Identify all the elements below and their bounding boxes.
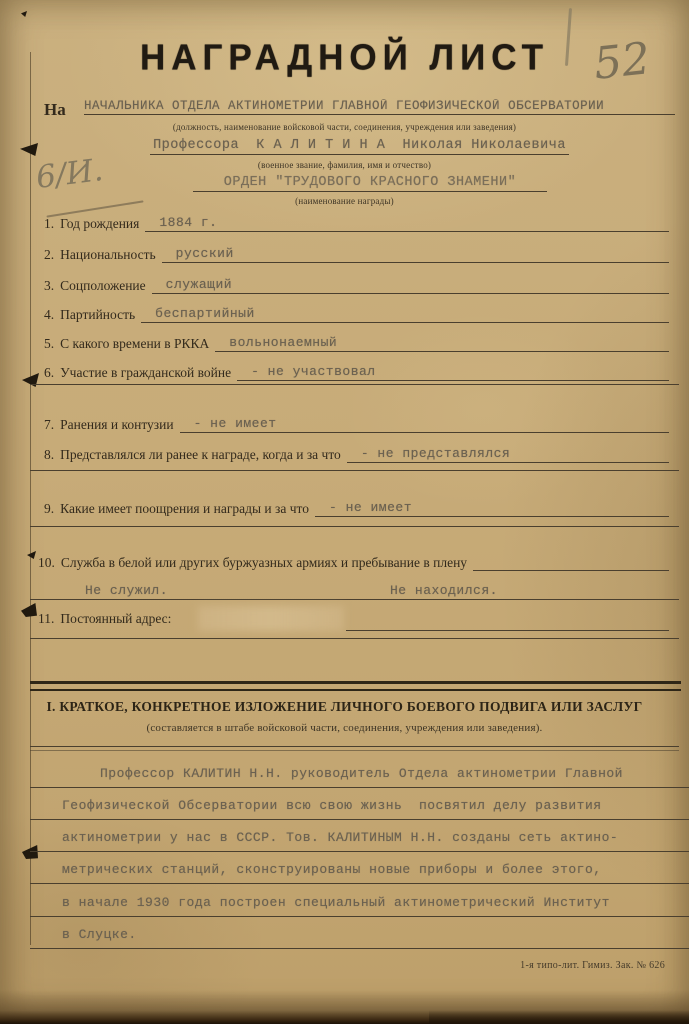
body-line <box>30 927 689 949</box>
row-label: Представлялся ли ранее к награде, когда и за что <box>60 447 341 462</box>
binding-hole <box>20 143 38 156</box>
ruled-line <box>346 612 669 631</box>
row-label: Участие в гражданской войне <box>60 365 232 380</box>
row-value: - не представлялся <box>347 446 669 463</box>
body-line <box>30 798 689 820</box>
row-label: Ранения и контузии <box>60 417 174 432</box>
form-row-3 <box>44 277 669 294</box>
field-award <box>193 175 547 192</box>
row-number: 5. <box>44 336 55 351</box>
field-name-value: Профессора К А Л И Т И Н А Николая Николаевича <box>153 138 566 153</box>
row-value: 1884 г. <box>145 215 669 232</box>
ruled-line <box>30 470 679 471</box>
row-label: Служба в белой или других буржуазных армиях и пребывание в плену <box>60 555 468 570</box>
body-text: метрических станций, сконструированы новые приборы и более этого, <box>62 862 602 877</box>
row-value: вольнонаемный <box>215 335 669 352</box>
row-value: русский <box>162 246 669 263</box>
row-label: Год рождения <box>60 216 140 231</box>
form-row-7 <box>44 416 669 433</box>
field-name <box>150 138 569 155</box>
row-value: служащий <box>152 277 669 294</box>
section-caption: (составляется в штабе войсковой части, соединения, учреждения или заведения). <box>146 722 543 734</box>
form-row-9 <box>44 500 669 517</box>
row-number: 4. <box>44 307 55 322</box>
form-row-5 <box>44 335 669 352</box>
form-row-1 <box>44 215 669 232</box>
row-number: 3. <box>44 278 55 293</box>
row-label: Партийность <box>60 307 136 322</box>
binding-hole <box>21 11 27 17</box>
field-award-value: ОРДЕН "ТРУДОВОГО КРАСНОГО ЗНАМЕНИ" <box>223 175 517 190</box>
row-number: 6. <box>44 365 55 380</box>
ruled-line <box>30 746 679 751</box>
handwritten-margin-note: 6/И. <box>34 152 106 196</box>
row-number: 9. <box>44 501 55 516</box>
body-line <box>30 862 689 884</box>
form-row-4 <box>44 306 669 323</box>
body-text: Профессор КАЛИТИН Н.Н. руководитель Отдела актинометрии Главной <box>100 766 623 781</box>
field-position-value: НАЧАЛЬНИКА ОТДЕЛА АКТИНОМЕТРИИ ГЛАВНОЙ ГЕОФИЗИЧЕСКОЙ ОБСЕРВАТОРИИ <box>84 99 605 113</box>
form-row-2 <box>44 246 669 263</box>
form-row-8 <box>44 446 669 463</box>
ruled-line <box>30 384 679 385</box>
row-value: - не имеет <box>315 500 669 517</box>
redacted-address-smudge <box>198 606 344 631</box>
row-number: 7. <box>44 417 55 432</box>
row-label: С какого времени в РККА <box>60 336 210 351</box>
form-row-6 <box>44 364 669 381</box>
body-line <box>30 830 689 852</box>
row-label: Постоянный адрес: <box>60 611 172 626</box>
handwritten-page-number: 52 <box>591 33 653 90</box>
body-line <box>30 895 689 917</box>
form-row-10-values <box>30 578 679 600</box>
binding-hole <box>27 551 36 559</box>
row-number: 11. <box>38 611 55 626</box>
field-name-caption: (военное звание, фамилия, имя и отчество) <box>257 160 432 170</box>
document-title: НАГРАДНОЙ ЛИСТ <box>139 37 550 78</box>
row-label: Какие имеет поощрения и награды и за что <box>60 501 309 516</box>
ruled-line <box>30 526 679 527</box>
binding-hole <box>21 603 37 617</box>
row-value: - не имеет <box>180 416 669 433</box>
page-bottom-edge-shadow <box>429 1010 689 1024</box>
form-row-10 <box>38 555 669 571</box>
section-divider <box>30 681 681 691</box>
body-line <box>30 766 689 788</box>
row-label: Соцположение <box>60 278 146 293</box>
row-number: 10. <box>38 555 55 570</box>
row-value <box>473 569 669 571</box>
field-position <box>84 99 675 115</box>
ruled-line <box>30 638 679 639</box>
print-shop-imprint: 1-я типо-лит. Гимиз. Зак. № 626 <box>520 960 665 971</box>
body-text: Геофизической Обсерватории всю свою жизнь посвятил делу развития <box>62 798 602 813</box>
row-number: 2. <box>44 247 55 262</box>
row-value-left: Не служил. <box>85 583 169 598</box>
field-award-caption: (наименование награды) <box>295 196 394 206</box>
row-value-right: Не находился. <box>390 583 498 598</box>
row-number: 8. <box>44 447 55 462</box>
row-value: беспартийный <box>141 306 669 323</box>
row-value: - не участвовал <box>237 364 669 381</box>
row-number: 1. <box>44 216 55 231</box>
body-text: в Слуцке. <box>62 927 137 942</box>
section-heading: I. КРАТКОЕ, КОНКРЕТНОЕ ИЗЛОЖЕНИЕ ЛИЧНОГО БОЕВОГО ПОДВИГА ИЛИ ЗАСЛУГ <box>46 699 643 714</box>
field-na-label: На <box>44 100 66 119</box>
row-label: Национальность <box>60 247 156 262</box>
body-text: в начале 1930 года построен специальный актинометрический Институт <box>62 895 610 910</box>
field-position-caption: (должность, наименование войсковой части, соединения, учреждения или заведения) <box>172 122 517 132</box>
body-text: актинометрии у нас в СССР. Тов. КАЛИТИНЫМ Н.Н. созданы сеть актино- <box>62 830 619 845</box>
